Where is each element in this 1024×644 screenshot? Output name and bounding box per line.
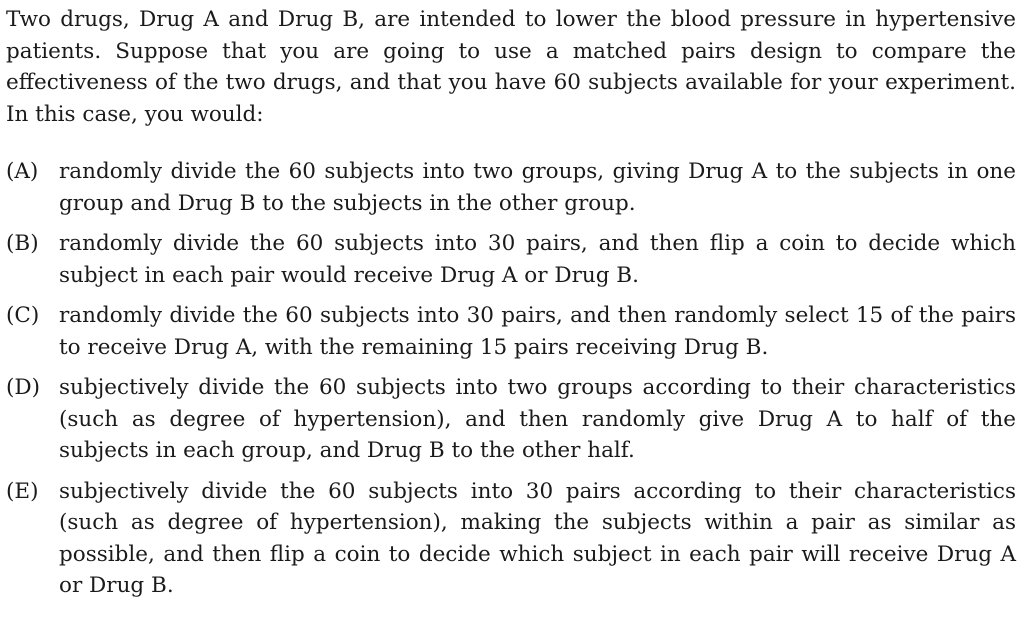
option-b (6, 228, 1016, 291)
option-text: randomly divide the 60 subjects into 30 pairs, and then flip a coin to decide which subject in each pair would receive Drug A or Drug B. (59, 231, 1016, 288)
option-letter: (D) (6, 375, 41, 400)
option-letter: (B) (6, 231, 39, 256)
option-a (6, 156, 1016, 219)
option-letter: (A) (6, 159, 39, 184)
option-text: randomly divide the 60 subjects into two groups, giving Drug A to the subjects in one group and Drug B to the subjects in the other group. (59, 159, 1016, 216)
option-text: randomly divide the 60 subjects into 30 pairs, and then randomly select 15 of the pairs to receive Drug A, with the remaining 15 pairs receiving Drug B. (59, 303, 1016, 360)
option-c (6, 300, 1016, 363)
question-stem: Two drugs, Drug A and Drug B, are intended to lower the blood pressure in hypertensive patients. Suppose that you are going to use a matched pairs design to compare the effectiveness of the two drugs, and that you have 60 subjects available for your experiment. In this case, you would: (6, 7, 1016, 127)
answer-options (6, 156, 1016, 602)
option-letter: (E) (6, 478, 39, 504)
option-e (6, 476, 1016, 602)
option-text: subjectively divide the 60 subjects into 30 pairs according to their characteristics (such as degree of hypertension), making the subjects within a pair as similar as possible, and then flip a coin to decide which subject in each pair will receive Drug A or Drug B. (59, 478, 1016, 598)
option-d (6, 372, 1016, 467)
option-letter: (C) (6, 303, 40, 328)
option-text: subjectively divide the 60 subjects into two groups according to their characteristics (such as degree of hypertension), and then randomly give Drug A to half of the subjects in each group, and Drug B to the other half. (59, 375, 1016, 463)
